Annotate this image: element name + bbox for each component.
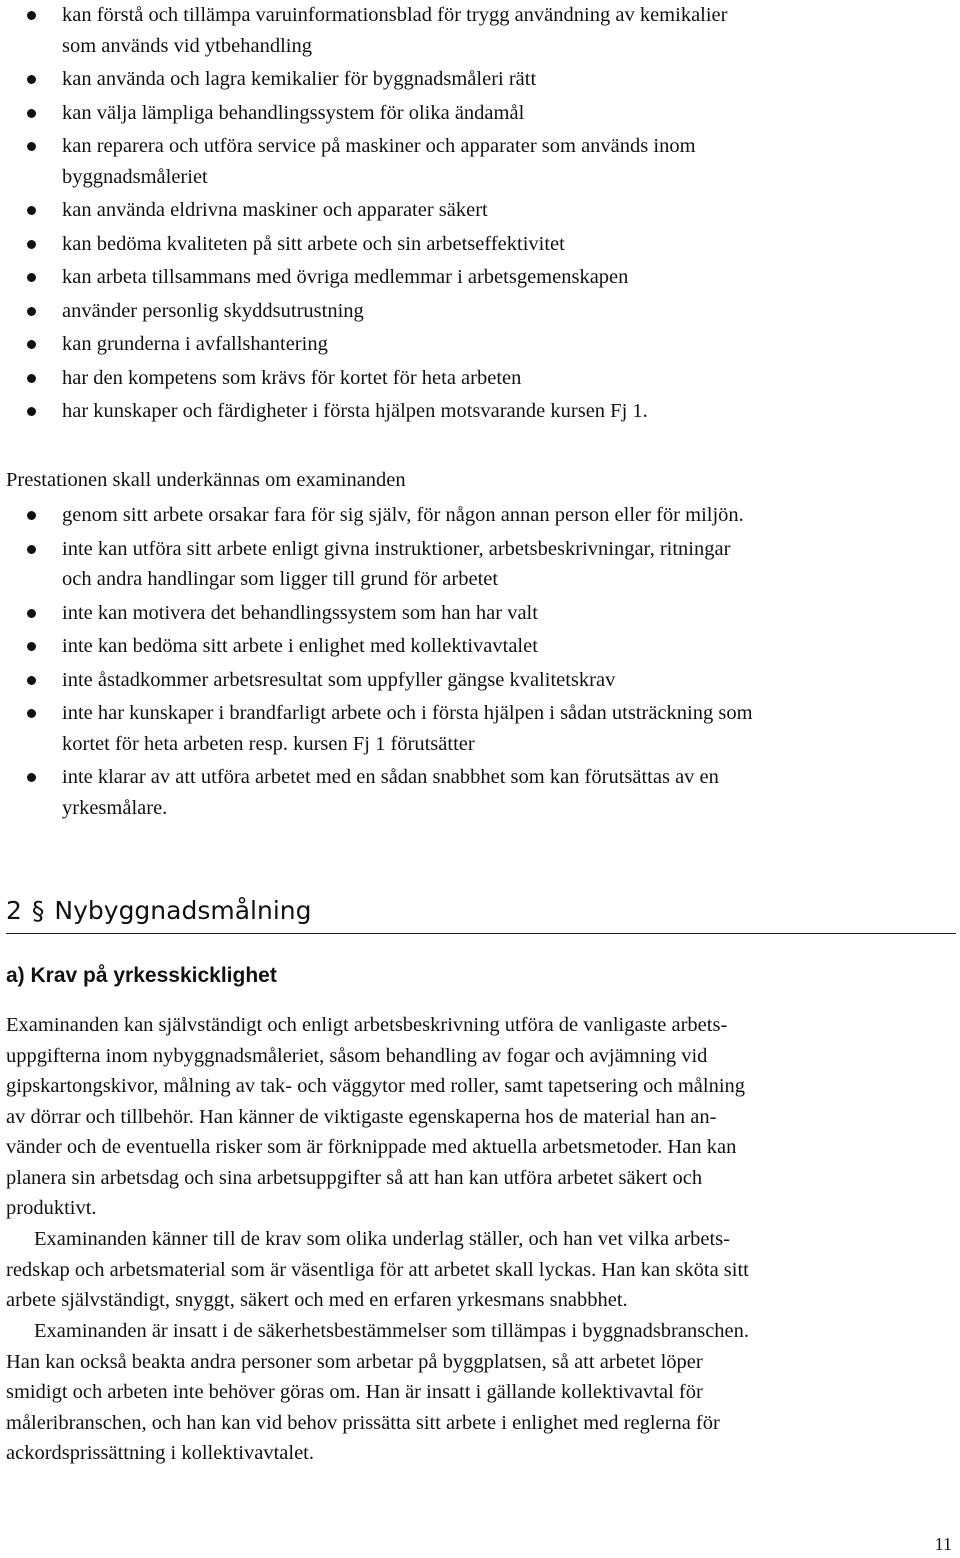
bullet-icon — [27, 609, 36, 618]
list-item-text: kortet för heta arbeten resp. kursen Fj 1 förutsätter — [62, 732, 475, 755]
section-symbol: § — [31, 896, 45, 925]
list-item-text: har den kompetens som krävs för kortet för heta arbeten — [62, 366, 522, 389]
list-item-text: kan reparera och utföra service på maskiner och apparater som används inom — [62, 135, 696, 157]
paragraph-line: gipskartongskivor, målning av tak- och väggytor med roller, samt tapetsering och målning — [6, 1075, 746, 1097]
paragraph-line: smidigt och arbeten inte behöver göras om. Han är insatt i gällande kollektivavtal för — [6, 1381, 703, 1403]
paragraph-line: måleribranschen, och han kan vid behov prissätta sitt arbete i enlighet med reglerna för — [6, 1411, 720, 1434]
list-item-text: genom sitt arbete orsakar fara för sig själv, för någon annan person eller för miljön. — [62, 504, 744, 526]
bullet-icon — [27, 642, 36, 651]
fail-criteria-list — [0, 500, 960, 826]
paragraph-line: Examinanden kan självständigt och enligt arbetsbeskrivning utföra de vanligaste arbets- — [6, 1014, 728, 1036]
bullet-icon — [27, 676, 36, 685]
list-item-text: inte kan motivera det behandlingssystem som han har valt — [62, 601, 538, 624]
list-item-text: inte har kunskaper i brandfarligt arbete och i första hjälpen i sådan utsträckning som — [62, 702, 753, 724]
section-number: 2 — [6, 896, 22, 925]
list-item — [0, 762, 960, 823]
list-item-text: kan arbeta tillsammans med övriga medlemmar i arbetsgemenskapen — [62, 266, 629, 288]
bullet-icon — [27, 773, 36, 782]
list-item — [0, 363, 960, 394]
paragraph-line: ackordsprissättning i kollektivavtalet. — [6, 1442, 315, 1464]
competence-list — [0, 0, 960, 430]
list-item — [0, 131, 960, 192]
list-item — [0, 229, 960, 260]
bullet-icon — [27, 545, 36, 554]
bullet-icon — [27, 340, 36, 349]
paragraph-2 — [6, 1224, 952, 1316]
list-item-text: inte åstadkommer arbetsresultat som uppfyller gängse kvalitetskrav — [62, 668, 616, 691]
list-item — [0, 262, 960, 293]
list-item — [0, 64, 960, 95]
section-heading — [6, 893, 956, 934]
paragraph-line: vänder och de eventuella risker som är förknippade med aktuella arbetsmetoder. Han kan — [6, 1136, 737, 1158]
list-item-text: kan använda eldrivna maskiner och apparater säkert — [62, 199, 488, 221]
bullet-icon — [27, 374, 36, 383]
bullet-icon — [27, 142, 36, 151]
list-item-text: kan använda och lagra kemikalier för byggnadsmåleri rätt — [62, 68, 537, 90]
list-item-text: kan förstå och tillämpa varuinformationsblad för trygg användning av kemikalier — [62, 4, 728, 26]
paragraph-line: Examinanden känner till de krav som olika underlag ställer, och han vet vilka arbets- — [34, 1228, 730, 1250]
list-item — [0, 296, 960, 327]
section-title: Nybyggnadsmålning — [54, 896, 312, 925]
list-item-text: kan grunderna i avfallshantering — [62, 333, 328, 355]
list-item — [0, 698, 960, 759]
list-item-text: kan bedöma kvaliteten på sitt arbete och sin arbetseffektivitet — [62, 232, 565, 255]
list-item — [0, 534, 960, 595]
bullet-icon — [27, 407, 36, 416]
paragraph-line: produktivt. — [6, 1197, 97, 1219]
bullet-icon — [27, 511, 36, 520]
page-number: 11 — [934, 1534, 952, 1554]
bullet-icon — [27, 273, 36, 282]
list-item — [0, 598, 960, 629]
bullet-icon — [27, 11, 36, 20]
fail-intro: Prestationen skall underkännas om examinanden — [6, 469, 406, 491]
list-item-text: och andra handlingar som ligger till grund för arbetet — [62, 568, 499, 590]
list-item — [0, 0, 960, 61]
list-item — [0, 631, 960, 662]
paragraph-line: Examinanden är insatt i de säkerhetsbestämmelser som tillämpas i byggnadsbranschen. — [34, 1320, 750, 1342]
paragraph-3 — [6, 1316, 952, 1469]
paragraph-line: redskap och arbetsmaterial som är väsentliga för att arbetet skall lyckas. Han kan sköta sitt — [6, 1258, 749, 1281]
sub-heading: a) Krav på yrkesskicklighet — [6, 964, 277, 987]
list-item-text: inte klarar av att utföra arbetet med en sådan snabbhet som kan förutsättas av en — [62, 766, 719, 788]
list-item — [0, 500, 960, 531]
list-item-text: har kunskaper och färdigheter i första hjälpen motsvarande kursen Fj 1. — [62, 400, 648, 422]
list-item-text: använder personlig skyddsutrustning — [62, 299, 364, 322]
bullet-icon — [27, 240, 36, 249]
paragraph-line: arbete självständigt, snyggt, säkert och med en erfaren yrkesmans snabbhet. — [6, 1289, 628, 1311]
list-item — [0, 396, 960, 427]
list-item-text: som används vid ytbehandling — [62, 34, 312, 57]
paragraph-line: Han kan också beakta andra personer som arbetar på byggplatsen, så att arbetet löper — [6, 1350, 703, 1373]
list-item-text: yrkesmålare. — [62, 796, 168, 819]
bullet-icon — [27, 709, 36, 718]
list-item — [0, 665, 960, 696]
list-item — [0, 329, 960, 360]
list-item — [0, 98, 960, 129]
list-item — [0, 195, 960, 226]
paragraph-1 — [6, 1010, 952, 1224]
paragraph-line: planera sin arbetsdag och sina arbetsuppgifter så att han kan utföra arbetet säkert och — [6, 1166, 703, 1189]
paragraph-line: uppgifterna inom nybyggnadsmåleriet, såsom behandling av fogar och avjämning vid — [6, 1044, 708, 1067]
bullet-icon — [27, 75, 36, 84]
list-item-text: inte kan utföra sitt arbete enligt givna instruktioner, arbetsbeskrivningar, ritningar — [62, 537, 731, 560]
list-item-text: inte kan bedöma sitt arbete i enlighet med kollektivavtalet — [62, 635, 538, 657]
paragraph-line: av dörrar och tillbehör. Han känner de viktigaste egenskaperna hos de material han an- — [6, 1105, 717, 1128]
list-item-text: kan välja lämpliga behandlingssystem för olika ändamål — [62, 101, 525, 124]
bullet-icon — [27, 307, 36, 316]
list-item-text: byggnadsmåleriet — [62, 165, 208, 188]
bullet-icon — [27, 109, 36, 118]
bullet-icon — [27, 206, 36, 215]
